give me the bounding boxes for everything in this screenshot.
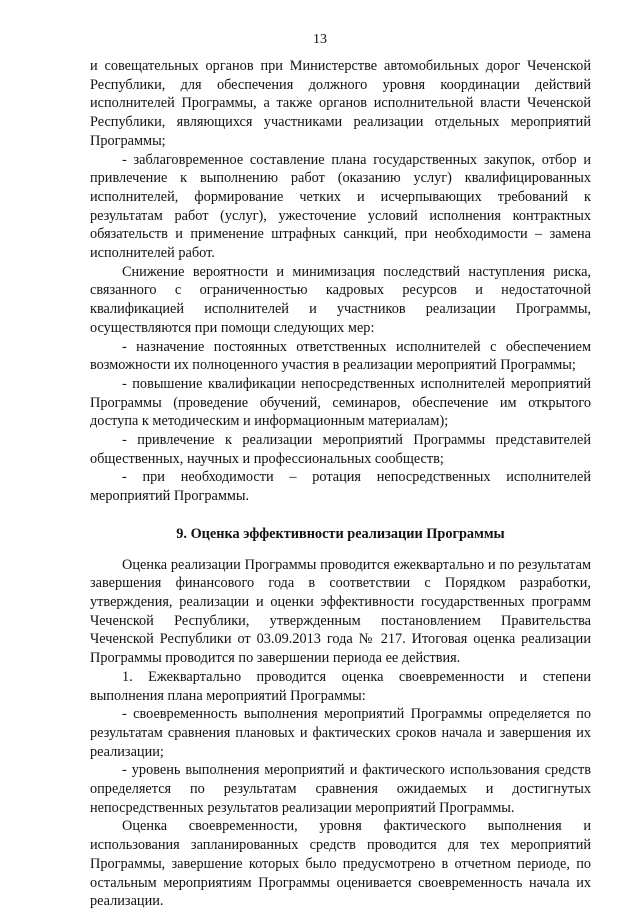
page-number: 13 xyxy=(313,32,327,47)
document-body xyxy=(90,57,591,911)
paragraph-assessment-scope: Оценка своевременности, уровня фактического выполнения и использования запланированных средств проводится для тех мероприятий Программы, завершение которых было предусмотрено в отчетном периоде, по остальным мероприятиям Программы оценивается своевременность начала их реализации. xyxy=(90,818,591,910)
paragraph-item-1: 1. Ежеквартально проводится оценка своевременности и степени выполнения плана мероприятий Программы: xyxy=(90,668,591,704)
list-item-timeliness: - своевременность выполнения мероприятий Программы определяется по результатам сравнения плановых и фактических сроков начала и завершения их реализации; xyxy=(90,706,591,760)
paragraph-continuation-coordination: и совещательных органов при Министерстве автомобильных дорог Чеченской Республики, для обеспечения должного уровня координации действий исполнителей Программы, а также органов исполнительной власти Чеченской Республики, являющихся участниками реализации отдельных мероприятий Программы; xyxy=(90,58,591,149)
paragraph-quarterly-assessment: Оценка реализации Программы проводится ежеквартально и по результатам завершения финансового года в соответствии с Порядком разработки, утверждения, реализации и оценки эффективности государственных программ Чеченской Республики, утвержденным постановлением Правительства Чеченской Республики от 03.09.2013 года № 217. Итоговая оценка реализации Программы проводится по завершении периода ее действия. xyxy=(90,556,591,667)
list-item-permanent-executors: - назначение постоянных ответственных исполнителей с обеспечением возможности их полноценного участия в реализации мероприятий Программы; xyxy=(90,338,591,374)
list-item-procurement-plan: - заблаговременное составление плана государственных закупок, отбор и привлечение к выполнению работ (оказанию услуг) квалифицированных исполнителей, формирование четких и исчерпывающих требований к результатам работ (услуг), ужесточение условий исполнения контрактных обязательств и применение штрафных санкций, при необходимости – замена исполнителей работ. xyxy=(90,151,591,262)
list-item-qualification: - повышение квалификации непосредственных исполнителей мероприятий Программы (проведение обучений, семинаров, обеспечение им открытого доступа к методическим и информационным материалам); xyxy=(90,375,591,430)
list-item-execution-level: - уровень выполнения мероприятий и фактического использования средств определяется по результатам сравнения ожидаемых и достигнутых непосредственных результатов реализации мероприятий Программы. xyxy=(90,762,591,816)
list-item-communities: - привлечение к реализации мероприятий Программы представителей общественных, научных и профессиональных сообществ; xyxy=(90,432,591,467)
paragraph-staffing-risk: Снижение вероятности и минимизация последствий наступления риска, связанного с ограниченностью кадровых ресурсов и недостаточной квалификацией исполнителей и участников реализации Программы, осуществляются при помощи следующих мер: xyxy=(90,263,591,336)
section-heading-efficiency: 9. Оценка эффективности реализации Программы xyxy=(176,525,505,542)
list-item-rotation: - при необходимости – ротация непосредственных исполнителей мероприятий Программы. xyxy=(90,469,591,505)
